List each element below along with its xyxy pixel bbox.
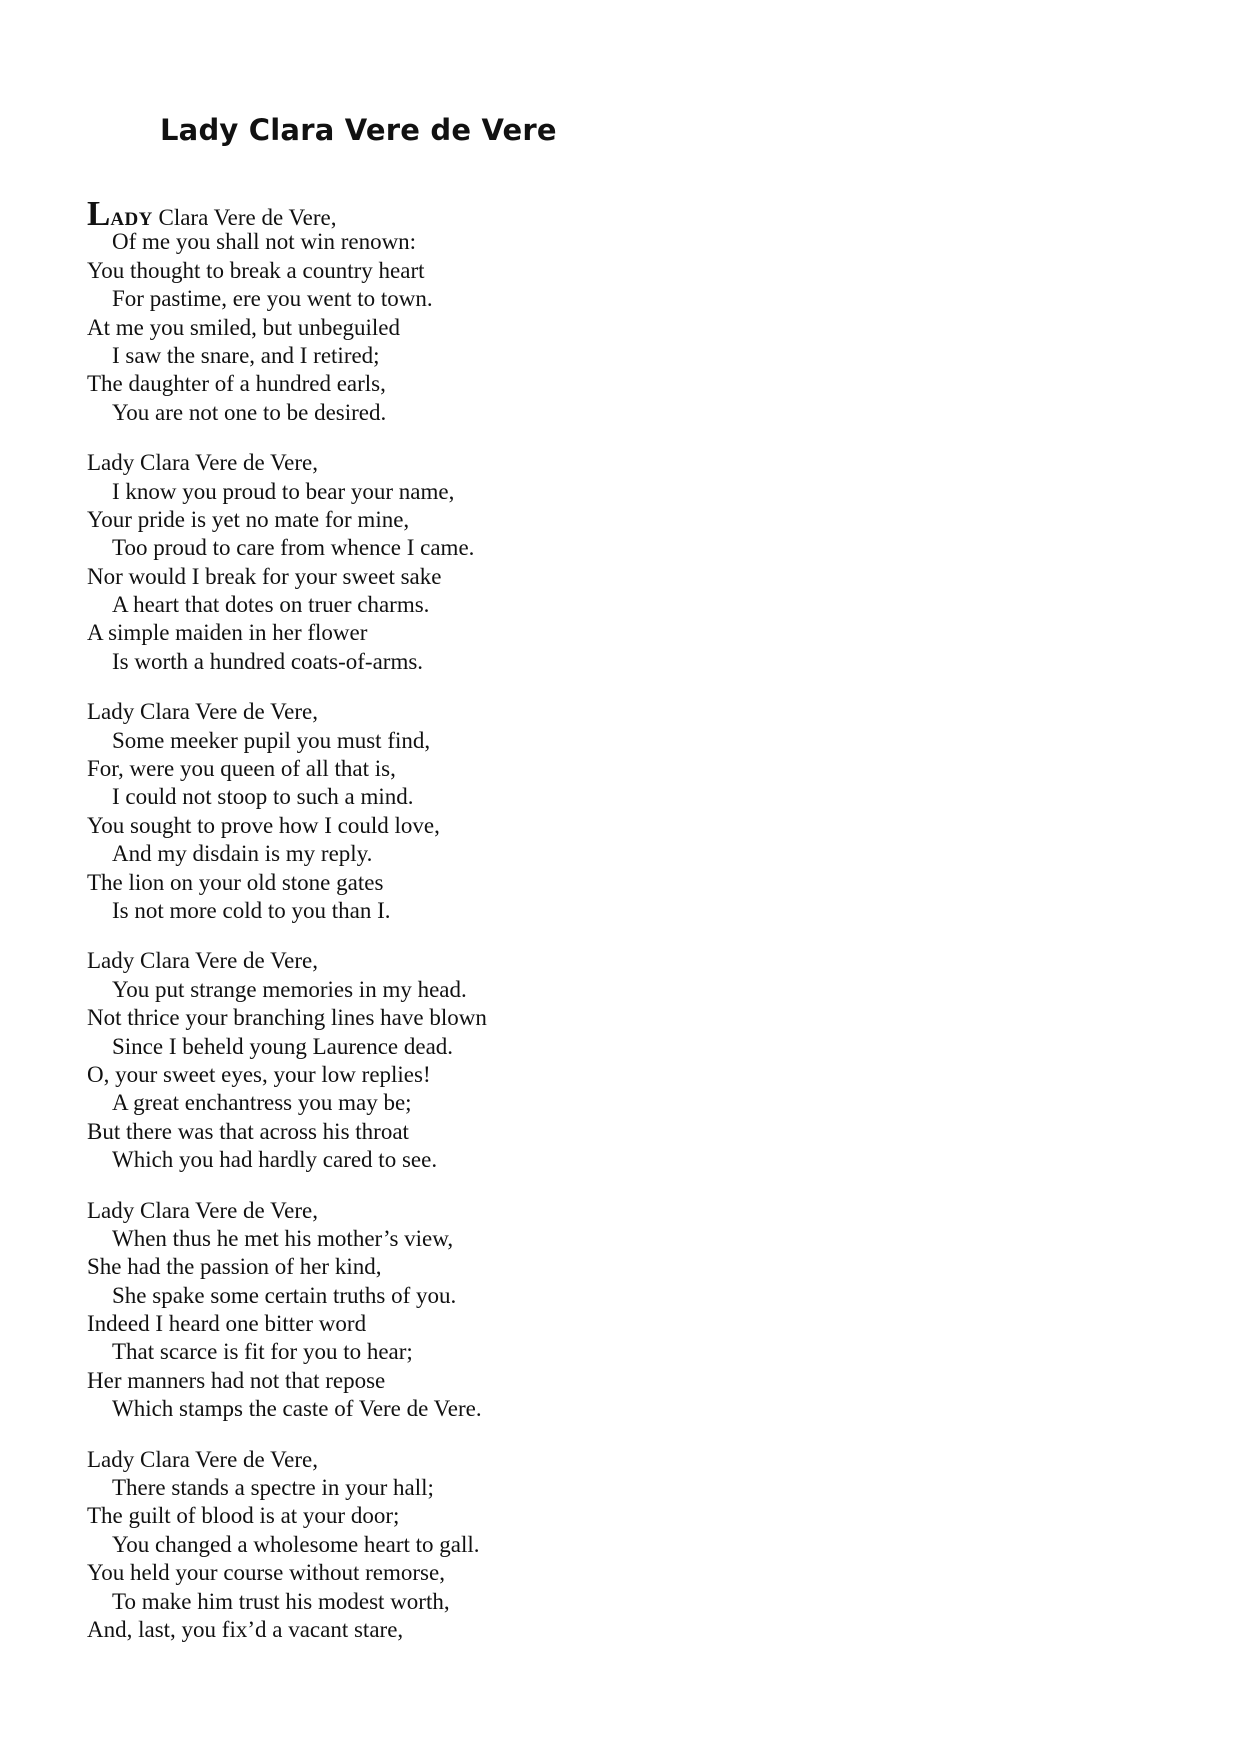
poem-line: I could not stoop to such a mind. bbox=[112, 784, 414, 810]
poem-line: Lady Clara Vere de Vere, bbox=[87, 450, 318, 476]
poem-line: Not thrice your branching lines have blown bbox=[87, 1005, 487, 1031]
poem-line: Is not more cold to you than I. bbox=[112, 897, 391, 923]
poem-line: You thought to break a country heart bbox=[87, 257, 425, 283]
poem-line: Indeed I heard one bitter word bbox=[87, 1311, 367, 1337]
poem-line: The daughter of a hundred earls, bbox=[87, 371, 386, 397]
poem-line: The lion on your old stone gates bbox=[87, 869, 384, 895]
stanza-2 bbox=[87, 449, 787, 676]
poem-line: Some meeker pupil you must find, bbox=[112, 727, 431, 753]
poem-line: A great enchantress you may be; bbox=[112, 1090, 412, 1116]
poem-line: And my disdain is my reply. bbox=[112, 841, 373, 867]
poem-line: Of me you shall not win renown: bbox=[112, 229, 417, 255]
poem-line: For, were you queen of all that is, bbox=[87, 756, 396, 782]
poem-line: But there was that across his throat bbox=[87, 1118, 409, 1144]
poem-line: When thus he met his mother’s view, bbox=[112, 1225, 454, 1251]
poem-line: Nor would I break for your sweet sake bbox=[87, 563, 442, 589]
poem-line bbox=[87, 194, 787, 233]
poem-line: You held your course without remorse, bbox=[87, 1560, 445, 1586]
poem-line: To make him trust his modest worth, bbox=[112, 1588, 450, 1614]
poem-line: You sought to prove how I could love, bbox=[87, 812, 440, 838]
poem-body bbox=[87, 194, 787, 1666]
poem-line: Lady Clara Vere de Vere, bbox=[87, 1197, 318, 1223]
poem-line: You are not one to be desired. bbox=[112, 399, 387, 425]
poem-line: Lady Clara Vere de Vere, bbox=[87, 699, 318, 725]
poem-line: Which stamps the caste of Vere de Vere. bbox=[112, 1396, 482, 1422]
poem-line: And, last, you fix’d a vacant stare, bbox=[87, 1616, 404, 1642]
poem-line: She had the passion of her kind, bbox=[87, 1254, 382, 1280]
stanza-6 bbox=[87, 1446, 787, 1645]
poem-line: That scarce is fit for you to hear; bbox=[112, 1339, 413, 1365]
poem-line: A simple maiden in her flower bbox=[87, 620, 368, 646]
poem-line: I know you proud to bear your name, bbox=[112, 478, 455, 504]
drop-cap: L bbox=[87, 194, 111, 233]
poem-line: Is worth a hundred coats-of-arms. bbox=[112, 648, 424, 674]
poem-line: Your pride is yet no mate for mine, bbox=[87, 506, 410, 532]
poem-title: Lady Clara Vere de Vere bbox=[160, 113, 557, 147]
poem-line: Since I beheld young Laurence dead. bbox=[112, 1033, 454, 1059]
poem-line: Lady Clara Vere de Vere, bbox=[87, 1446, 318, 1472]
poem-line: I saw the snare, and I retired; bbox=[112, 342, 380, 368]
first-word-small-caps: ADY bbox=[110, 209, 153, 230]
poem-line: Her manners had not that repose bbox=[87, 1367, 386, 1393]
poem-line: You put strange memories in my head. bbox=[112, 976, 467, 1002]
stanza-5 bbox=[87, 1197, 787, 1424]
poem-line: You changed a wholesome heart to gall. bbox=[112, 1531, 480, 1557]
poem-line: The guilt of blood is at your door; bbox=[87, 1503, 400, 1529]
poem-line: At me you smiled, but unbeguiled bbox=[87, 314, 401, 340]
poem-line: There stands a spectre in your hall; bbox=[112, 1475, 434, 1501]
stanza-3 bbox=[87, 698, 787, 925]
poem-line: She spake some certain truths of you. bbox=[112, 1282, 457, 1308]
poem-line: Too proud to care from whence I came. bbox=[112, 535, 475, 561]
poem-line: A heart that dotes on truer charms. bbox=[112, 592, 430, 618]
stanza-1 bbox=[87, 194, 787, 427]
first-line-text: Clara Vere de Vere, bbox=[152, 205, 337, 230]
poem-line: Which you had hardly cared to see. bbox=[112, 1147, 438, 1173]
poem-line: Lady Clara Vere de Vere, bbox=[87, 948, 318, 974]
stanza-4 bbox=[87, 947, 787, 1174]
poem-line: For pastime, ere you went to town. bbox=[112, 286, 433, 312]
poem-line: O, your sweet eyes, your low replies! bbox=[87, 1061, 431, 1087]
